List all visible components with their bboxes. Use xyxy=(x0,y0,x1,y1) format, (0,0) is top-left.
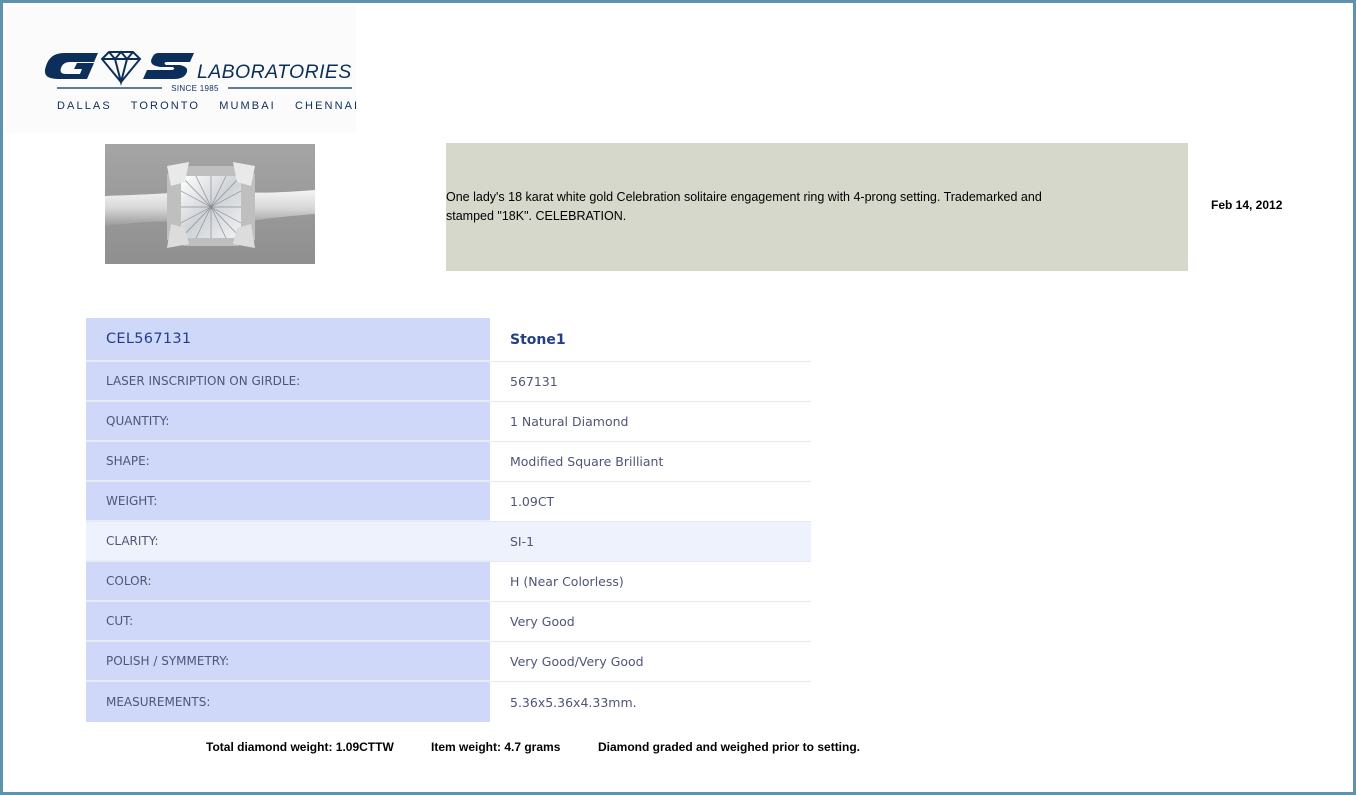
spec-label: COLOR: xyxy=(86,562,490,601)
spec-row-polish xyxy=(86,642,811,682)
logo-cities xyxy=(57,100,360,112)
item-description: One lady's 18 karat white gold Celebration solitaire engagement ring with 4-prong setting. Trademarked and stamped "18K". CELEBRATION. xyxy=(446,190,1042,223)
spec-row-color xyxy=(86,562,811,602)
spec-label: LASER INSCRIPTION ON GIRDLE: xyxy=(86,362,490,401)
company-logo xyxy=(6,6,360,133)
stone-label: Stone1 xyxy=(490,318,811,361)
logo-laboratories: LABORATORIES xyxy=(197,61,352,83)
spec-row-quantity xyxy=(86,402,811,442)
city-toronto: TORONTO xyxy=(130,100,201,112)
spec-row-cut xyxy=(86,602,811,642)
spec-row-clarity[interactable] xyxy=(86,522,811,562)
spec-label: MEASUREMENTS: xyxy=(86,682,490,722)
spec-label: WEIGHT: xyxy=(86,482,490,521)
grading-note: Diamond graded and weighed prior to setting. xyxy=(598,740,861,754)
spec-label: QUANTITY: xyxy=(86,402,490,441)
logo-since: SINCE 1985 xyxy=(171,84,219,93)
certificate-id: CEL567131 xyxy=(86,318,490,361)
total-diamond-weight: Total diamond weight: 1.09CTTW xyxy=(206,740,394,754)
spec-label: POLISH / SYMMETRY: xyxy=(86,642,490,681)
spec-row-shape xyxy=(86,442,811,482)
spec-label: CUT: xyxy=(86,602,490,641)
spec-value: Modified Square Brilliant xyxy=(490,442,811,481)
ring-photo xyxy=(105,144,315,264)
spec-value: Very Good xyxy=(490,602,811,641)
spec-value: Very Good/Very Good xyxy=(490,642,811,681)
appraisal-date: Feb 14, 2012 xyxy=(1211,198,1283,212)
spec-value: 567131 xyxy=(490,362,811,401)
spec-value: 5.36x5.36x4.33mm. xyxy=(490,682,811,722)
spec-value: SI-1 xyxy=(490,522,811,561)
city-chennai: CHENNAI xyxy=(295,100,360,112)
spec-header-row xyxy=(86,318,811,362)
spec-row-inscription xyxy=(86,362,811,402)
spec-value: H (Near Colorless) xyxy=(490,562,811,601)
spec-row-measurements xyxy=(86,682,811,722)
spec-value: 1.09CT xyxy=(490,482,811,521)
spec-label: CLARITY: xyxy=(86,522,490,561)
spec-row-weight xyxy=(86,482,811,522)
item-weight: Item weight: 4.7 grams xyxy=(431,740,561,754)
city-mumbai: MUMBAI xyxy=(219,100,276,112)
spec-value: 1 Natural Diamond xyxy=(490,402,811,441)
item-description-box xyxy=(446,143,1188,271)
diamond-icon xyxy=(102,52,140,82)
spec-label: SHAPE: xyxy=(86,442,490,481)
city-dallas: DALLAS xyxy=(57,100,112,112)
diamond-spec-table xyxy=(86,318,811,722)
